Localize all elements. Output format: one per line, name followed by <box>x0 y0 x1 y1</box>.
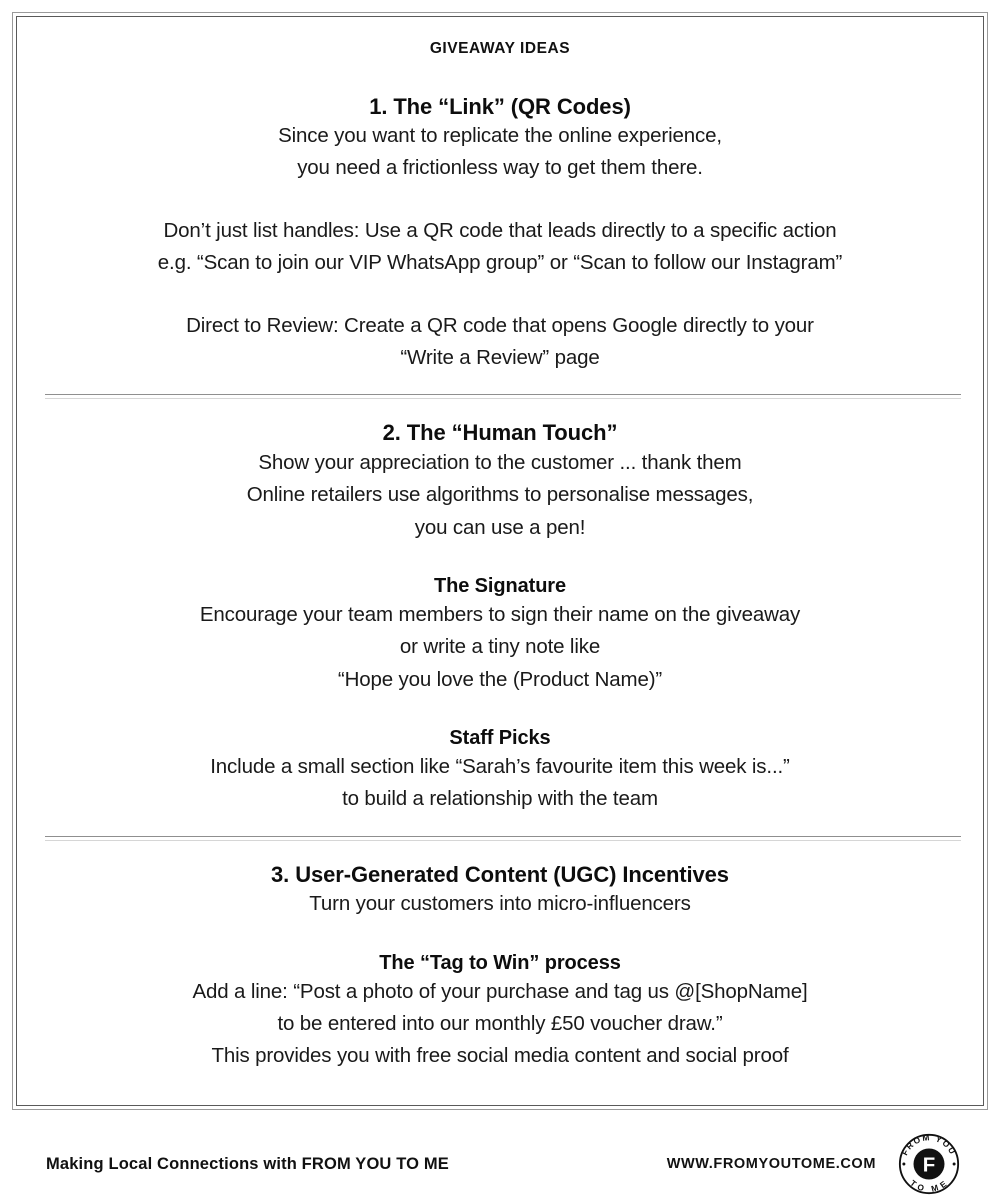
footer-tagline: Making Local Connections with FROM YOU TO ME <box>46 1154 449 1173</box>
paragraph <box>45 120 955 185</box>
spacer <box>45 399 955 419</box>
body-line: to build a relationship with the team <box>342 787 658 811</box>
document-content <box>17 17 983 1105</box>
paragraph <box>45 310 955 375</box>
body-line: you can use a pen! <box>414 515 586 539</box>
section-heading: 2. The “Human Touch” <box>382 420 618 446</box>
body-line: “Hope you love the (Product Name)” <box>337 667 663 691</box>
page-footer <box>0 1128 1000 1200</box>
body-line: Direct to Review: Create a QR code that opens Google directly to your <box>186 313 814 337</box>
body-line: you need a frictionless way to get them there. <box>297 156 703 180</box>
logo-monogram-F: F <box>922 1153 936 1177</box>
body-line: Add a line: “Post a photo of your purchase and tag us @[ShopName] <box>192 979 808 1003</box>
footer-website-url[interactable]: WWW.FROMYOUTOME.COM <box>666 1156 876 1172</box>
body-line: Online retailers use algorithms to personalise messages, <box>246 483 754 507</box>
body-line: or write a tiny note like <box>399 635 601 659</box>
logo-top-text: FROM YOU <box>899 1133 959 1157</box>
body-line: “Write a Review” page <box>400 345 600 369</box>
spacer <box>45 816 955 836</box>
spacer <box>45 374 955 394</box>
spacer <box>45 544 955 574</box>
body-line: This provides you with free social media content and social proof <box>211 1044 789 1068</box>
subsection-staff-picks <box>45 726 955 816</box>
subsection-heading: The “Tag to Win” process <box>379 951 621 974</box>
section-qr-codes <box>45 93 955 375</box>
from-you-to-me-logo-icon <box>898 1133 960 1195</box>
section-ugc-incentives <box>45 861 955 1073</box>
spacer <box>45 696 955 726</box>
body-line: Since you want to replicate the online experience, <box>278 124 722 148</box>
paragraph <box>45 215 955 280</box>
body-line: Include a small section like “Sarah’s favourite item this week is...” <box>210 755 790 779</box>
subsection-heading: The Signature <box>433 574 567 597</box>
subsection-heading: Staff Picks <box>449 727 551 750</box>
footer-brand-group <box>667 1133 960 1195</box>
logo-dot-left <box>902 1163 905 1166</box>
logo-dot-right <box>953 1163 956 1166</box>
logo-bottom-text: TO ME <box>908 1177 950 1194</box>
body-line: e.g. “Scan to join our VIP WhatsApp group” or “Scan to follow our Instagram” <box>157 251 843 275</box>
subsection-tag-to-win <box>45 951 955 1073</box>
spacer <box>45 59 955 93</box>
section-human-touch <box>45 419 955 816</box>
subsection-the-signature <box>45 574 955 696</box>
section-heading: 3. User-Generated Content (UGC) Incentives <box>271 861 729 887</box>
page-title: GIVEAWAY IDEAS <box>429 40 571 57</box>
body-line: Encourage your team members to sign their name on the giveaway <box>199 602 801 626</box>
spacer <box>45 185 955 215</box>
body-line: Don’t just list handles: Use a QR code that leads directly to a specific action <box>163 218 837 242</box>
spacer <box>45 841 955 861</box>
body-line: Show your appreciation to the customer ... thank them <box>258 450 742 474</box>
body-line: to be entered into our monthly £50 voucher draw.” <box>277 1012 723 1036</box>
spacer <box>45 280 955 310</box>
body-line: Turn your customers into micro-influencers <box>309 892 691 916</box>
spacer <box>45 921 955 951</box>
paragraph <box>45 447 955 544</box>
section-heading: 1. The “Link” (QR Codes) <box>369 93 631 119</box>
